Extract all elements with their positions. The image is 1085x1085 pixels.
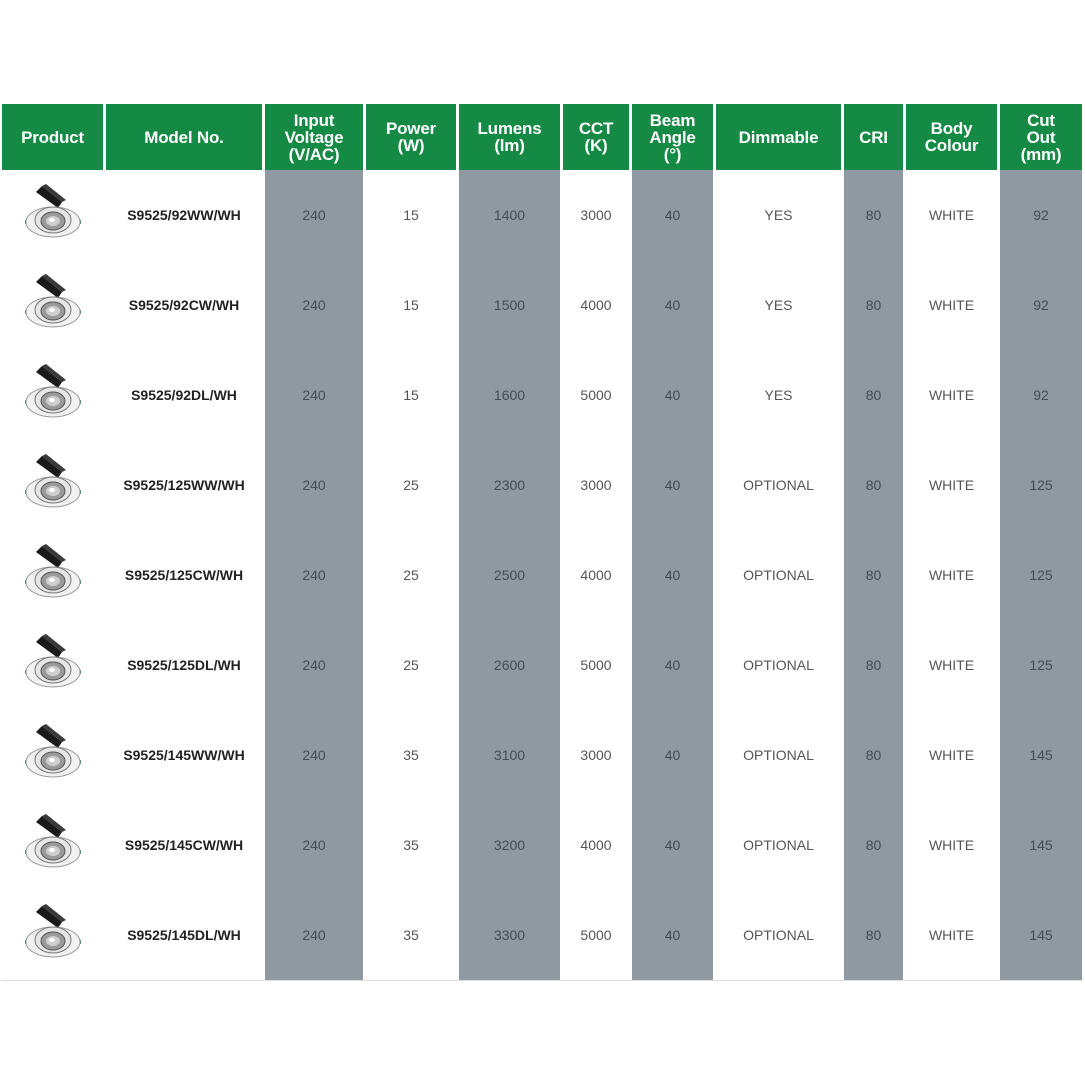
body-colour-cell: WHITE: [906, 440, 1000, 530]
product-image-cell: [2, 530, 106, 620]
header-row: [2, 104, 1082, 170]
lumens-cell: 3100: [459, 710, 563, 800]
beam-angle-cell: 40: [632, 800, 716, 890]
downlight-lamp-icon: [22, 812, 84, 878]
input-voltage-cell: 240: [265, 350, 366, 440]
dimmable-cell: OPTIONAL: [716, 710, 844, 800]
body-colour-cell: WHITE: [906, 260, 1000, 350]
cri-cell: 80: [844, 530, 906, 620]
dimmable-cell: OPTIONAL: [716, 440, 844, 530]
product-image-cell: [2, 620, 106, 710]
model-number-cell: S9525/125WW/WH: [106, 440, 265, 530]
cut-out-cell: 92: [1000, 260, 1082, 350]
table-row: [2, 890, 1082, 980]
lumens-cell: 1400: [459, 170, 563, 260]
bottom-divider: [2, 980, 1082, 981]
lumens-cell: 2300: [459, 440, 563, 530]
input-voltage-cell: 240: [265, 440, 366, 530]
cri-cell: 80: [844, 350, 906, 440]
lumens-cell: 3300: [459, 890, 563, 980]
cri-cell: 80: [844, 260, 906, 350]
input-voltage-cell: 240: [265, 620, 366, 710]
cri-cell: 80: [844, 710, 906, 800]
power-cell: 35: [366, 890, 459, 980]
cut-out-cell: 125: [1000, 620, 1082, 710]
product-image-cell: [2, 170, 106, 260]
table-row: [2, 440, 1082, 530]
cct-cell: 4000: [563, 530, 632, 620]
cct-cell: 4000: [563, 260, 632, 350]
input-voltage-cell: 240: [265, 530, 366, 620]
column-header: Lumens (lm): [459, 104, 563, 170]
product-image-cell: [2, 800, 106, 890]
table-row: [2, 530, 1082, 620]
cct-cell: 5000: [563, 890, 632, 980]
cut-out-cell: 92: [1000, 350, 1082, 440]
cut-out-cell: 145: [1000, 710, 1082, 800]
cri-cell: 80: [844, 170, 906, 260]
cct-cell: 5000: [563, 620, 632, 710]
downlight-lamp-icon: [22, 722, 84, 788]
cri-cell: 80: [844, 440, 906, 530]
body-colour-cell: WHITE: [906, 890, 1000, 980]
cct-cell: 5000: [563, 350, 632, 440]
product-image-cell: [2, 260, 106, 350]
model-number-cell: S9525/145WW/WH: [106, 710, 265, 800]
downlight-lamp-icon: [22, 362, 84, 428]
downlight-lamp-icon: [22, 542, 84, 608]
model-number-cell: S9525/145DL/WH: [106, 890, 265, 980]
beam-angle-cell: 40: [632, 260, 716, 350]
body-colour-cell: WHITE: [906, 350, 1000, 440]
beam-angle-cell: 40: [632, 530, 716, 620]
cut-out-cell: 125: [1000, 530, 1082, 620]
column-header: Cut Out (mm): [1000, 104, 1082, 170]
lumens-cell: 2600: [459, 620, 563, 710]
downlight-lamp-icon: [22, 632, 84, 698]
lumens-cell: 1500: [459, 260, 563, 350]
cut-out-cell: 145: [1000, 890, 1082, 980]
cut-out-cell: 125: [1000, 440, 1082, 530]
cri-cell: 80: [844, 800, 906, 890]
model-number-cell: S9525/92WW/WH: [106, 170, 265, 260]
body-colour-cell: WHITE: [906, 710, 1000, 800]
power-cell: 35: [366, 800, 459, 890]
table-row: [2, 260, 1082, 350]
lumens-cell: 3200: [459, 800, 563, 890]
spec-table: [2, 104, 1082, 980]
model-number-cell: S9525/125DL/WH: [106, 620, 265, 710]
table-row: [2, 710, 1082, 800]
cct-cell: 4000: [563, 800, 632, 890]
body-colour-cell: WHITE: [906, 620, 1000, 710]
power-cell: 15: [366, 350, 459, 440]
power-cell: 25: [366, 440, 459, 530]
column-header: Dimmable: [716, 104, 844, 170]
column-header: Power (W): [366, 104, 459, 170]
input-voltage-cell: 240: [265, 260, 366, 350]
beam-angle-cell: 40: [632, 350, 716, 440]
downlight-lamp-icon: [22, 902, 84, 968]
dimmable-cell: YES: [716, 350, 844, 440]
column-header: Model No.: [106, 104, 265, 170]
column-header: CRI: [844, 104, 906, 170]
downlight-lamp-icon: [22, 272, 84, 338]
beam-angle-cell: 40: [632, 170, 716, 260]
column-header: CCT (K): [563, 104, 632, 170]
cct-cell: 3000: [563, 710, 632, 800]
input-voltage-cell: 240: [265, 710, 366, 800]
cri-cell: 80: [844, 620, 906, 710]
power-cell: 15: [366, 260, 459, 350]
beam-angle-cell: 40: [632, 440, 716, 530]
model-number-cell: S9525/125CW/WH: [106, 530, 265, 620]
table-row: [2, 800, 1082, 890]
body-colour-cell: WHITE: [906, 800, 1000, 890]
cct-cell: 3000: [563, 170, 632, 260]
table-row: [2, 620, 1082, 710]
lumens-cell: 1600: [459, 350, 563, 440]
model-number-cell: S9525/145CW/WH: [106, 800, 265, 890]
column-header: Beam Angle (°): [632, 104, 716, 170]
body-colour-cell: WHITE: [906, 530, 1000, 620]
downlight-lamp-icon: [22, 452, 84, 518]
product-image-cell: [2, 350, 106, 440]
beam-angle-cell: 40: [632, 620, 716, 710]
table-body: [2, 170, 1082, 980]
dimmable-cell: OPTIONAL: [716, 620, 844, 710]
model-number-cell: S9525/92CW/WH: [106, 260, 265, 350]
body-colour-cell: WHITE: [906, 170, 1000, 260]
power-cell: 35: [366, 710, 459, 800]
product-image-cell: [2, 440, 106, 530]
dimmable-cell: YES: [716, 170, 844, 260]
input-voltage-cell: 240: [265, 170, 366, 260]
dimmable-cell: OPTIONAL: [716, 530, 844, 620]
cut-out-cell: 92: [1000, 170, 1082, 260]
cri-cell: 80: [844, 890, 906, 980]
beam-angle-cell: 40: [632, 890, 716, 980]
product-image-cell: [2, 890, 106, 980]
table-row: [2, 350, 1082, 440]
input-voltage-cell: 240: [265, 890, 366, 980]
lumens-cell: 2500: [459, 530, 563, 620]
power-cell: 15: [366, 170, 459, 260]
column-header: Body Colour: [906, 104, 1000, 170]
input-voltage-cell: 240: [265, 800, 366, 890]
product-image-cell: [2, 710, 106, 800]
model-number-cell: S9525/92DL/WH: [106, 350, 265, 440]
dimmable-cell: OPTIONAL: [716, 800, 844, 890]
dimmable-cell: YES: [716, 260, 844, 350]
table-row: [2, 170, 1082, 260]
power-cell: 25: [366, 530, 459, 620]
dimmable-cell: OPTIONAL: [716, 890, 844, 980]
cut-out-cell: 145: [1000, 800, 1082, 890]
downlight-lamp-icon: [22, 182, 84, 248]
beam-angle-cell: 40: [632, 710, 716, 800]
power-cell: 25: [366, 620, 459, 710]
column-header: Product: [2, 104, 106, 170]
column-header: Input Voltage (V/AC): [265, 104, 366, 170]
cct-cell: 3000: [563, 440, 632, 530]
